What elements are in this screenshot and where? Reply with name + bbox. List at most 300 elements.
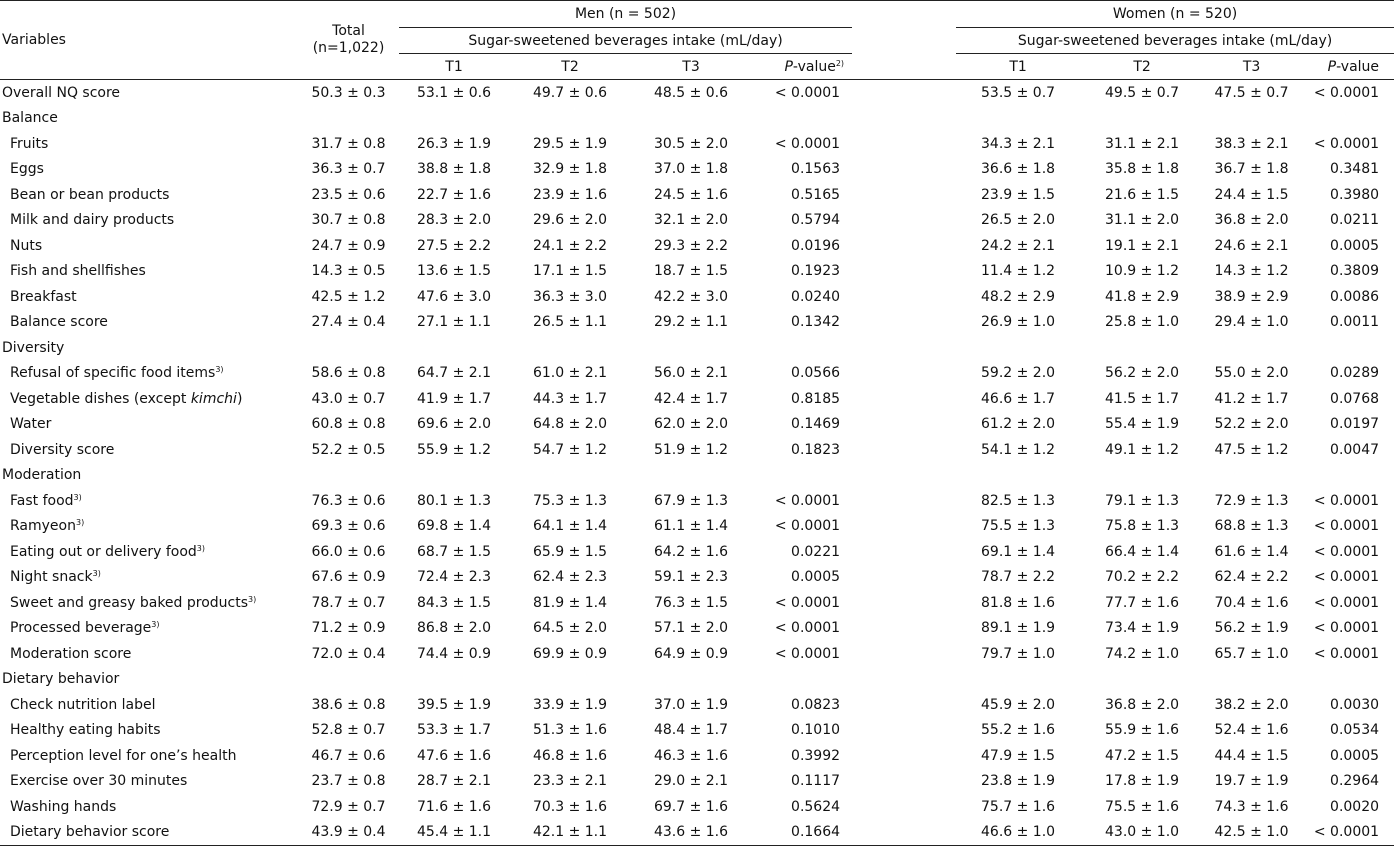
women-t3-cell: 41.2 ± 1.7 (1214, 390, 1289, 407)
men-t3-cell: 61.1 ± 1.4 (653, 518, 729, 535)
empty-cell (852, 463, 956, 489)
gap-cell (852, 182, 956, 208)
empty-cell (1204, 463, 1299, 489)
total-header (298, 1, 399, 80)
men-t1-cell: 39.5 ± 1.9 (416, 696, 492, 713)
women-pvalue-cell: < 0.0001 (1313, 543, 1380, 560)
men-t3-cell: 67.9 ± 1.3 (653, 492, 729, 509)
women-t2-cell: 41.5 ± 1.7 (1105, 390, 1180, 407)
empty-cell (399, 106, 509, 132)
women-t3-cell: 55.0 ± 2.0 (1214, 365, 1289, 382)
men-t3-cell: 76.3 ± 1.5 (653, 594, 729, 611)
women-t1-cell: 55.2 ± 1.6 (981, 722, 1056, 739)
table-row (0, 80, 1394, 106)
women-t2-cell: 35.8 ± 1.8 (1105, 161, 1180, 178)
gap-cell (852, 437, 956, 463)
women-t3-cell: 36.8 ± 2.0 (1214, 212, 1289, 229)
empty-cell (1080, 463, 1204, 489)
men-pvalue-cell: 0.1923 (791, 263, 841, 280)
empty-cell (956, 463, 1080, 489)
men-t1-cell: 69.6 ± 2.0 (416, 416, 492, 433)
gap-cell (852, 539, 956, 565)
men-t3-cell: 59.1 ± 2.3 (653, 569, 729, 586)
header-gap (852, 54, 956, 80)
women-t1-cell: 75.5 ± 1.3 (981, 518, 1056, 535)
row-label: Sweet and greasy baked products$^{3)}$ (10, 594, 257, 611)
men-pvalue-cell: 0.0823 (791, 696, 841, 713)
women-pvalue-cell: < 0.0001 (1313, 620, 1380, 637)
men-t2-cell: 33.9 ± 1.9 (532, 696, 608, 713)
women-t2-cell: 43.0 ± 1.0 (1105, 824, 1180, 841)
women-pvalue-cell: 0.2964 (1330, 773, 1380, 790)
men-t1-cell: 26.3 ± 1.9 (416, 135, 492, 152)
men-t2-cell: 70.3 ± 1.6 (532, 798, 608, 815)
gap-cell (852, 718, 956, 744)
table-row (0, 412, 1394, 438)
women-pvalue-cell: < 0.0001 (1313, 594, 1380, 611)
women-t2-cell: 10.9 ± 1.2 (1105, 263, 1180, 280)
men-t3-cell: 51.9 ± 1.2 (653, 441, 729, 458)
men-t1-cell: 27.1 ± 1.1 (416, 314, 492, 331)
men-header: Men (n = 502) (399, 1, 852, 28)
women-t3-cell: 68.8 ± 1.3 (1214, 518, 1289, 535)
women-t3-cell: 38.3 ± 2.1 (1214, 135, 1289, 152)
men-t2-cell: 61.0 ± 2.1 (532, 365, 608, 382)
gap-cell (852, 641, 956, 667)
men-t2-cell: 26.5 ± 1.1 (532, 314, 608, 331)
total-cell: 60.8 ± 0.8 (311, 416, 386, 433)
table-row (0, 233, 1394, 259)
total-cell: 38.6 ± 0.8 (311, 696, 386, 713)
men-t2-cell: 23.9 ± 1.6 (532, 186, 608, 203)
total-cell: 72.0 ± 0.4 (311, 645, 386, 662)
table-row (0, 794, 1394, 820)
empty-cell (509, 667, 631, 693)
women-pvalue-cell: 0.0197 (1330, 416, 1380, 433)
men-t1-cell: 47.6 ± 1.6 (416, 747, 492, 764)
total-cell: 67.6 ± 0.9 (311, 569, 386, 586)
women-t1-cell: 34.3 ± 2.1 (981, 135, 1056, 152)
gap-cell (852, 208, 956, 234)
men-pvalue-cell: < 0.0001 (774, 84, 841, 101)
total-cell: 50.3 ± 0.3 (311, 84, 386, 101)
empty-cell (1080, 667, 1204, 693)
men-t1-cell: 68.7 ± 1.5 (416, 543, 492, 560)
empty-cell (852, 667, 956, 693)
women-t1-cell: 11.4 ± 1.2 (981, 263, 1056, 280)
men-pvalue-cell: 0.0005 (791, 569, 841, 586)
empty-cell (1299, 463, 1394, 489)
men-t3-cell: 56.0 ± 2.1 (653, 365, 729, 382)
women-t1-cell: 79.7 ± 1.0 (981, 645, 1056, 662)
women-pvalue-cell: 0.0289 (1330, 365, 1380, 382)
women-pvalue-cell: 0.0211 (1330, 212, 1380, 229)
women-t3-cell: 72.9 ± 1.3 (1214, 492, 1289, 509)
table-row (0, 590, 1394, 616)
women-t2-cell: 70.2 ± 2.2 (1105, 569, 1180, 586)
women-t1-cell: 89.1 ± 1.9 (981, 620, 1056, 637)
women-pvalue-cell: 0.0020 (1330, 798, 1380, 815)
women-t2-header: T2 (1133, 58, 1151, 75)
total-cell: 76.3 ± 0.6 (311, 492, 386, 509)
table-row (0, 565, 1394, 591)
total-cell: 14.3 ± 0.5 (311, 263, 386, 280)
total-cell: 58.6 ± 0.8 (311, 365, 386, 382)
women-t3-cell: 65.7 ± 1.0 (1214, 645, 1289, 662)
men-pvalue-cell: 0.1563 (791, 161, 841, 178)
row-label: Refusal of specific food items$^{3)}$ (10, 365, 224, 382)
gap-cell (852, 233, 956, 259)
row-label: Eggs (10, 161, 44, 178)
table-row (0, 361, 1394, 387)
table-row (0, 692, 1394, 718)
total-cell: 69.3 ± 0.6 (311, 518, 386, 535)
women-t1-cell: 45.9 ± 2.0 (981, 696, 1056, 713)
men-t2-cell: 24.1 ± 2.2 (532, 237, 608, 254)
women-t3-cell: 38.9 ± 2.9 (1214, 288, 1289, 305)
empty-cell (399, 463, 509, 489)
empty-cell (1299, 667, 1394, 693)
men-t1-cell: 22.7 ± 1.6 (416, 186, 492, 203)
men-t3-cell: 48.4 ± 1.7 (653, 722, 729, 739)
men-t1-cell: 80.1 ± 1.3 (416, 492, 492, 509)
empty-cell (399, 335, 509, 361)
total-cell: 27.4 ± 0.4 (311, 314, 386, 331)
women-t3-cell: 24.6 ± 2.1 (1214, 237, 1289, 254)
men-pvalue-cell: < 0.0001 (774, 135, 841, 152)
men-t2-cell: 65.9 ± 1.5 (532, 543, 608, 560)
women-pvalue-cell: 0.0047 (1330, 441, 1380, 458)
section-label: Balance (2, 110, 58, 127)
women-t1-cell: 61.2 ± 2.0 (981, 416, 1056, 433)
total-cell: 23.5 ± 0.6 (311, 186, 386, 203)
row-label: Exercise over 30 minutes (10, 773, 188, 790)
table-body (0, 80, 1394, 846)
empty-cell (1204, 667, 1299, 693)
variables-header: Variables (0, 1, 298, 80)
women-t3-cell: 36.7 ± 1.8 (1214, 161, 1289, 178)
table-row (0, 718, 1394, 744)
men-t2-cell: 75.3 ± 1.3 (532, 492, 608, 509)
gap-cell (852, 514, 956, 540)
women-t3-cell: 19.7 ± 1.9 (1214, 773, 1289, 790)
men-t2-cell: 81.9 ± 1.4 (532, 594, 608, 611)
table-row (0, 284, 1394, 310)
empty-cell (298, 335, 399, 361)
empty-cell (852, 106, 956, 132)
women-t3-cell: 47.5 ± 1.2 (1214, 441, 1289, 458)
women-t2-cell: 49.5 ± 0.7 (1105, 84, 1180, 101)
men-t2-cell: 29.5 ± 1.9 (532, 135, 608, 152)
women-t1-cell: 26.5 ± 2.0 (981, 212, 1056, 229)
men-t2-cell: 64.5 ± 2.0 (532, 620, 608, 637)
men-pvalue-header: P-value$^{2)}$ (784, 58, 845, 75)
men-t1-header: T1 (445, 58, 463, 75)
women-t3-cell: 74.3 ± 1.6 (1214, 798, 1289, 815)
men-t3-cell: 37.0 ± 1.8 (653, 161, 729, 178)
men-t2-cell: 46.8 ± 1.6 (532, 747, 608, 764)
women-t3-cell: 52.4 ± 1.6 (1214, 722, 1289, 739)
women-t2-cell: 74.2 ± 1.0 (1105, 645, 1180, 662)
women-t1-cell: 78.7 ± 2.2 (981, 569, 1056, 586)
men-pvalue-cell: 0.5794 (791, 212, 841, 229)
men-pvalue-cell: < 0.0001 (774, 492, 841, 509)
row-label: Milk and dairy products (10, 212, 175, 229)
women-pvalue-cell: 0.0011 (1330, 314, 1380, 331)
gap-cell (852, 565, 956, 591)
men-t3-cell: 37.0 ± 1.9 (653, 696, 729, 713)
gap-cell (852, 590, 956, 616)
empty-cell (1204, 335, 1299, 361)
row-label: Water (10, 416, 52, 433)
men-t3-cell: 57.1 ± 2.0 (653, 620, 729, 637)
table-row (0, 182, 1394, 208)
table-header (0, 1, 1394, 80)
men-t2-cell: 51.3 ± 1.6 (532, 722, 608, 739)
women-t1-cell: 36.6 ± 1.8 (981, 161, 1056, 178)
total-cell: 52.8 ± 0.7 (311, 722, 386, 739)
men-t2-cell: 44.3 ± 1.7 (532, 390, 608, 407)
men-t3-cell: 48.5 ± 0.6 (653, 84, 729, 101)
men-t2-cell: 23.3 ± 2.1 (532, 773, 608, 790)
men-pvalue-cell: 0.0240 (791, 288, 841, 305)
women-t2-cell: 73.4 ± 1.9 (1105, 620, 1180, 637)
total-cell: 43.0 ± 0.7 (311, 390, 386, 407)
men-t1-cell: 74.4 ± 0.9 (416, 645, 492, 662)
women-t1-cell: 54.1 ± 1.2 (981, 441, 1056, 458)
men-t3-cell: 64.2 ± 1.6 (653, 543, 729, 560)
table-row (0, 208, 1394, 234)
table-row (0, 488, 1394, 514)
men-t2-cell: 29.6 ± 2.0 (532, 212, 608, 229)
men-t1-cell: 71.6 ± 1.6 (416, 798, 492, 815)
men-pvalue-cell: 0.8185 (791, 390, 841, 407)
table-row (0, 386, 1394, 412)
women-pvalue-cell: 0.0086 (1330, 288, 1380, 305)
women-t1-cell: 82.5 ± 1.3 (981, 492, 1056, 509)
men-t1-cell: 41.9 ± 1.7 (416, 390, 492, 407)
total-cell: 36.3 ± 0.7 (311, 161, 386, 178)
women-t3-cell: 14.3 ± 1.2 (1214, 263, 1289, 280)
men-pvalue-cell: 0.1117 (791, 773, 841, 790)
women-t2-cell: 19.1 ± 2.1 (1105, 237, 1180, 254)
header-gap (852, 1, 956, 28)
women-pvalue-cell: < 0.0001 (1313, 84, 1380, 101)
women-t1-cell: 24.2 ± 2.1 (981, 237, 1056, 254)
table-row (0, 539, 1394, 565)
men-t2-cell: 49.7 ± 0.6 (532, 84, 608, 101)
women-t1-cell: 48.2 ± 2.9 (981, 288, 1056, 305)
empty-cell (631, 667, 751, 693)
total-cell: 31.7 ± 0.8 (311, 135, 386, 152)
women-pvalue-cell: < 0.0001 (1313, 518, 1380, 535)
gap-cell (852, 157, 956, 183)
table-row (0, 310, 1394, 336)
women-t3-cell: 62.4 ± 2.2 (1214, 569, 1289, 586)
empty-cell (399, 667, 509, 693)
empty-cell (956, 667, 1080, 693)
women-t2-cell: 77.7 ± 1.6 (1105, 594, 1180, 611)
men-t3-cell: 18.7 ± 1.5 (653, 263, 729, 280)
row-label: Night snack$^{3)}$ (10, 569, 101, 586)
table-row (0, 514, 1394, 540)
women-t3-cell: 52.2 ± 2.0 (1214, 416, 1289, 433)
women-t2-cell: 36.8 ± 2.0 (1105, 696, 1180, 713)
empty-cell (509, 106, 631, 132)
gap-cell (852, 80, 956, 106)
men-t2-cell: 36.3 ± 3.0 (532, 288, 608, 305)
men-pvalue-cell: 0.1823 (791, 441, 841, 458)
empty-cell (751, 106, 852, 132)
women-t1-cell: 59.2 ± 2.0 (981, 365, 1056, 382)
women-t2-cell: 75.8 ± 1.3 (1105, 518, 1180, 535)
women-t3-cell: 29.4 ± 1.0 (1214, 314, 1289, 331)
row-label: Bean or bean products (10, 186, 170, 203)
gap-cell (852, 616, 956, 642)
empty-cell (631, 106, 751, 132)
total-cell: 66.0 ± 0.6 (311, 543, 386, 560)
men-t3-cell: 64.9 ± 0.9 (653, 645, 729, 662)
men-t3-cell: 43.6 ± 1.6 (653, 824, 729, 841)
gap-cell (852, 488, 956, 514)
women-t3-cell: 61.6 ± 1.4 (1214, 543, 1289, 560)
women-t2-cell: 55.4 ± 1.9 (1105, 416, 1180, 433)
men-t1-cell: 55.9 ± 1.2 (416, 441, 492, 458)
women-pvalue-cell: 0.0005 (1330, 237, 1380, 254)
men-pvalue-cell: 0.1010 (791, 722, 841, 739)
women-t1-cell: 69.1 ± 1.4 (981, 543, 1056, 560)
men-t2-cell: 69.9 ± 0.9 (532, 645, 608, 662)
women-ssb-header: Sugar-sweetened beverages intake (mL/day) (956, 28, 1394, 54)
empty-cell (1080, 335, 1204, 361)
row-label: Eating out or delivery food$^{3)}$ (10, 543, 205, 560)
men-t1-cell: 45.4 ± 1.1 (416, 824, 492, 841)
men-t3-cell: 24.5 ± 1.6 (653, 186, 729, 203)
total-cell: 43.9 ± 0.4 (311, 824, 386, 841)
row-label: Healthy eating habits (10, 722, 161, 739)
women-t3-cell: 44.4 ± 1.5 (1214, 747, 1289, 764)
men-t2-cell: 62.4 ± 2.3 (532, 569, 608, 586)
men-t3-cell: 62.0 ± 2.0 (653, 416, 729, 433)
total-header-label: Total (332, 23, 365, 39)
men-t3-cell: 29.2 ± 1.1 (653, 314, 729, 331)
women-pvalue-cell: 0.3809 (1330, 263, 1380, 280)
women-t1-cell: 81.8 ± 1.6 (981, 594, 1056, 611)
men-t2-cell: 42.1 ± 1.1 (532, 824, 608, 841)
gap-cell (852, 131, 956, 157)
total-header-n: (n=1,022) (312, 40, 385, 56)
men-t3-header: T3 (682, 58, 700, 75)
total-cell: 78.7 ± 0.7 (311, 594, 386, 611)
women-t2-cell: 79.1 ± 1.3 (1105, 492, 1180, 509)
empty-cell (751, 335, 852, 361)
empty-cell (509, 463, 631, 489)
table-row (0, 616, 1394, 642)
women-pvalue-cell: < 0.0001 (1313, 645, 1380, 662)
total-cell: 30.7 ± 0.8 (311, 212, 386, 229)
women-t2-cell: 31.1 ± 2.0 (1105, 212, 1180, 229)
section-label: Diversity (2, 339, 65, 356)
row-label: Breakfast (10, 288, 77, 305)
men-t3-cell: 30.5 ± 2.0 (653, 135, 729, 152)
men-t1-cell: 38.8 ± 1.8 (416, 161, 492, 178)
women-t3-header: T3 (1242, 58, 1261, 75)
men-pvalue-cell: < 0.0001 (774, 518, 841, 535)
total-cell: 72.9 ± 0.7 (311, 798, 386, 815)
women-pvalue-cell: 0.0768 (1330, 390, 1380, 407)
women-pvalue-cell: < 0.0001 (1313, 135, 1380, 152)
women-t2-cell: 17.8 ± 1.9 (1105, 773, 1180, 790)
gap-cell (852, 743, 956, 769)
women-pvalue-cell: 0.0534 (1330, 722, 1380, 739)
empty-cell (1299, 335, 1394, 361)
women-pvalue-header: P-value (1327, 58, 1380, 75)
men-pvalue-cell: 0.0196 (791, 237, 841, 254)
empty-cell (631, 463, 751, 489)
gap-cell (852, 386, 956, 412)
men-t1-cell: 28.3 ± 2.0 (416, 212, 492, 229)
women-t1-cell: 46.6 ± 1.7 (981, 390, 1056, 407)
row-label: Washing hands (10, 798, 117, 815)
men-pvalue-cell: 0.1664 (791, 824, 841, 841)
table-row (0, 743, 1394, 769)
women-t2-cell: 55.9 ± 1.6 (1105, 722, 1180, 739)
women-t3-cell: 70.4 ± 1.6 (1214, 594, 1289, 611)
women-header: Women (n = 520) (956, 1, 1394, 28)
gap-cell (852, 769, 956, 795)
women-pvalue-cell: < 0.0001 (1313, 824, 1380, 841)
row-label: Check nutrition label (10, 696, 156, 713)
men-t3-cell: 42.2 ± 3.0 (653, 288, 729, 305)
men-pvalue-cell: 0.5624 (791, 798, 841, 815)
total-cell: 71.2 ± 0.9 (311, 620, 386, 637)
row-label: Vegetable dishes (except kimchi) (10, 390, 243, 407)
men-t2-cell: 17.1 ± 1.5 (532, 263, 608, 280)
total-cell: 46.7 ± 0.6 (311, 747, 386, 764)
men-pvalue-cell: 0.0221 (791, 543, 841, 560)
section-row (0, 463, 1394, 489)
men-t1-cell: 13.6 ± 1.5 (416, 263, 492, 280)
women-t1-header: T1 (1009, 58, 1027, 75)
table-row (0, 641, 1394, 667)
empty-cell (1204, 106, 1299, 132)
empty-cell (956, 335, 1080, 361)
men-t1-cell: 27.5 ± 2.2 (416, 237, 492, 254)
women-t1-cell: 26.9 ± 1.0 (981, 314, 1056, 331)
table-row (0, 437, 1394, 463)
men-pvalue-cell: 0.1342 (791, 314, 841, 331)
empty-cell (1299, 106, 1394, 132)
women-t1-cell: 53.5 ± 0.7 (981, 84, 1056, 101)
men-t3-cell: 46.3 ± 1.6 (653, 747, 729, 764)
row-label: Dietary behavior score (10, 824, 170, 841)
women-t2-cell: 21.6 ± 1.5 (1105, 186, 1180, 203)
empty-cell (298, 106, 399, 132)
gap-cell (852, 361, 956, 387)
empty-cell (956, 106, 1080, 132)
men-pvalue-cell: < 0.0001 (774, 594, 841, 611)
row-label: Fish and shellfishes (10, 263, 146, 280)
women-t3-cell: 42.5 ± 1.0 (1214, 824, 1289, 841)
gap-cell (852, 412, 956, 438)
total-cell: 42.5 ± 1.2 (311, 288, 386, 305)
gap-cell (852, 794, 956, 820)
men-t2-cell: 32.9 ± 1.8 (532, 161, 608, 178)
women-t2-cell: 41.8 ± 2.9 (1105, 288, 1180, 305)
total-cell: 24.7 ± 0.9 (311, 237, 386, 254)
women-pvalue-cell: 0.3980 (1330, 186, 1380, 203)
women-t2-cell: 49.1 ± 1.2 (1105, 441, 1180, 458)
